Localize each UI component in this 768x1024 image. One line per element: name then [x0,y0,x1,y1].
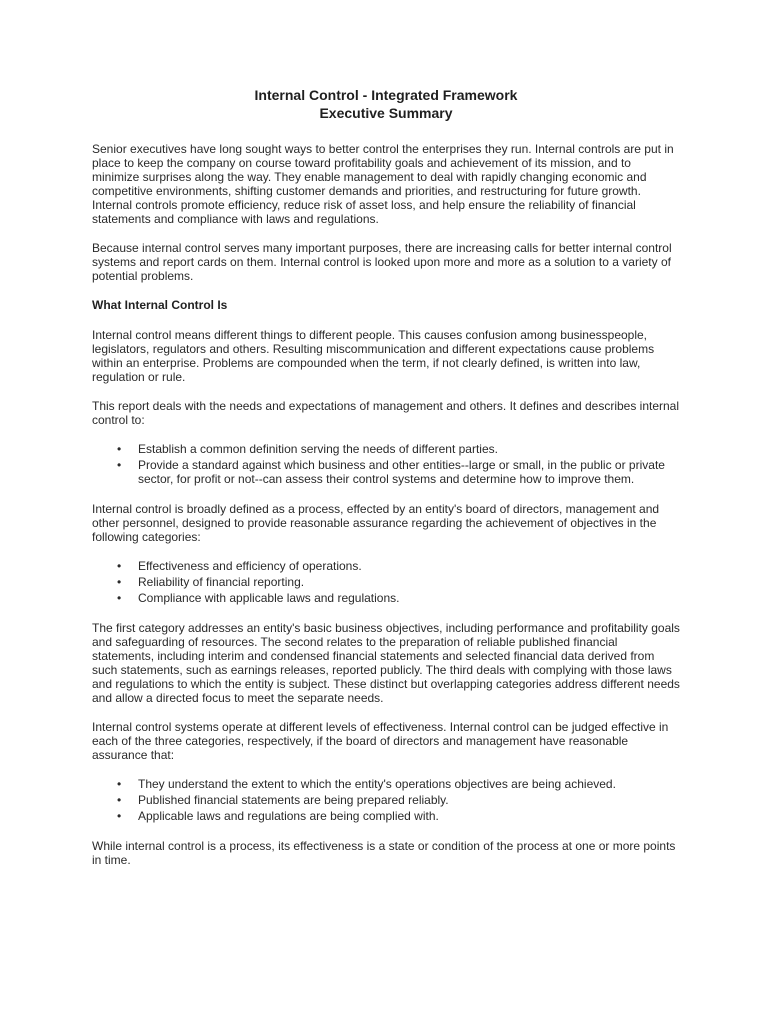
document-subtitle: Executive Summary [319,105,453,121]
list-item-text: Effectiveness and efficiency of operations. [138,559,362,573]
categories-explanation-paragraph: The first category addresses an entity's basic business objectives, including performance and profitability goals and safeguarding of resources. The second relates to the preparation of reliable published financial statements, including interim and condensed financial statements and selected financial data derived from such statements, such as earnings releases, reported publicly. The third deals with complying with those laws and regulations to which the entity is subject. These distinct but overlapping categories address different needs and allow a directed focus to meet the separate needs. [92,621,680,705]
bullet-icon: • [117,591,122,605]
assurance-list [92,777,680,823]
list-item [92,777,680,791]
categories-list [92,559,680,605]
list-item-text: Published financial statements are being prepared reliably. [138,793,449,807]
report-aims-list [92,442,680,486]
bullet-icon: • [117,809,122,823]
document-page [92,86,680,882]
list-item-text: Compliance with applicable laws and regulations. [138,591,400,605]
effectiveness-paragraph: Internal control systems operate at different levels of effectiveness. Internal control can be judged effective in each of the three categories, respectively, if the board of directors and management have reasonable assurance that: [92,720,669,762]
bullet-icon: • [117,442,122,456]
bullet-icon: • [117,575,122,589]
list-item-text: They understand the extent to which the entity's operations objectives are being achieved. [138,777,616,791]
list-item [92,591,680,605]
bullet-icon: • [117,793,122,807]
bullet-icon: • [117,458,122,472]
intro-paragraph: Senior executives have long sought ways to better control the enterprises they run. Internal controls are put in place to keep the company on course toward profitability goals and achievement of its mission, and to minimize surprises along the way. They enable management to deal with rapidly changing economic and competitive environments, shifting customer demands and priorities, and restructuring for future growth. Internal controls promote efficiency, reduce risk of asset loss, and help ensure the reliability of financial statements and compliance with laws and regulations. [92,142,674,226]
title-block [92,86,680,122]
list-item [92,793,680,807]
list-item-text: Establish a common definition serving the needs of different parties. [138,442,498,456]
broad-definition-paragraph: Internal control is broadly defined as a process, effected by an entity's board of directors, management and other personnel, designed to provide reasonable assurance regarding the achievement of objectives in the following categories: [92,502,660,544]
list-item [92,442,680,456]
list-item-text: Applicable laws and regulations are being complied with. [138,809,439,823]
list-item-text: Reliability of financial reporting. [138,575,305,589]
document-title: Internal Control - Integrated Framework [254,87,518,103]
list-item-text: Provide a standard against which business and other entities--large or small, in the public or private sector, for profit or not--can assess their control systems and determine how to improve them. [138,458,665,486]
list-item [92,559,680,573]
report-paragraph: This report deals with the needs and expectations of management and others. It defines and describes internal control to: [92,399,680,427]
definition-paragraph: Internal control means different things to different people. This causes confusion among businesspeople, legislators, regulators and others. Resulting miscommunication and different expectations cause problems within an enterprise. Problems are compounded when the term, if not clearly defined, is written into law, regulation or rule. [92,328,655,384]
section-heading: What Internal Control Is [92,298,228,312]
bullet-icon: • [117,777,122,791]
list-item [92,458,680,486]
purpose-paragraph: Because internal control serves many important purposes, there are increasing calls for better internal control systems and report cards on them. Internal control is looked upon more and more as a solution to a variety of potential problems. [92,241,672,283]
list-item [92,575,680,589]
list-item [92,809,680,823]
bullet-icon: • [117,559,122,573]
closing-paragraph: While internal control is a process, its effectiveness is a state or condition of the process at one or more points in time. [92,839,676,867]
